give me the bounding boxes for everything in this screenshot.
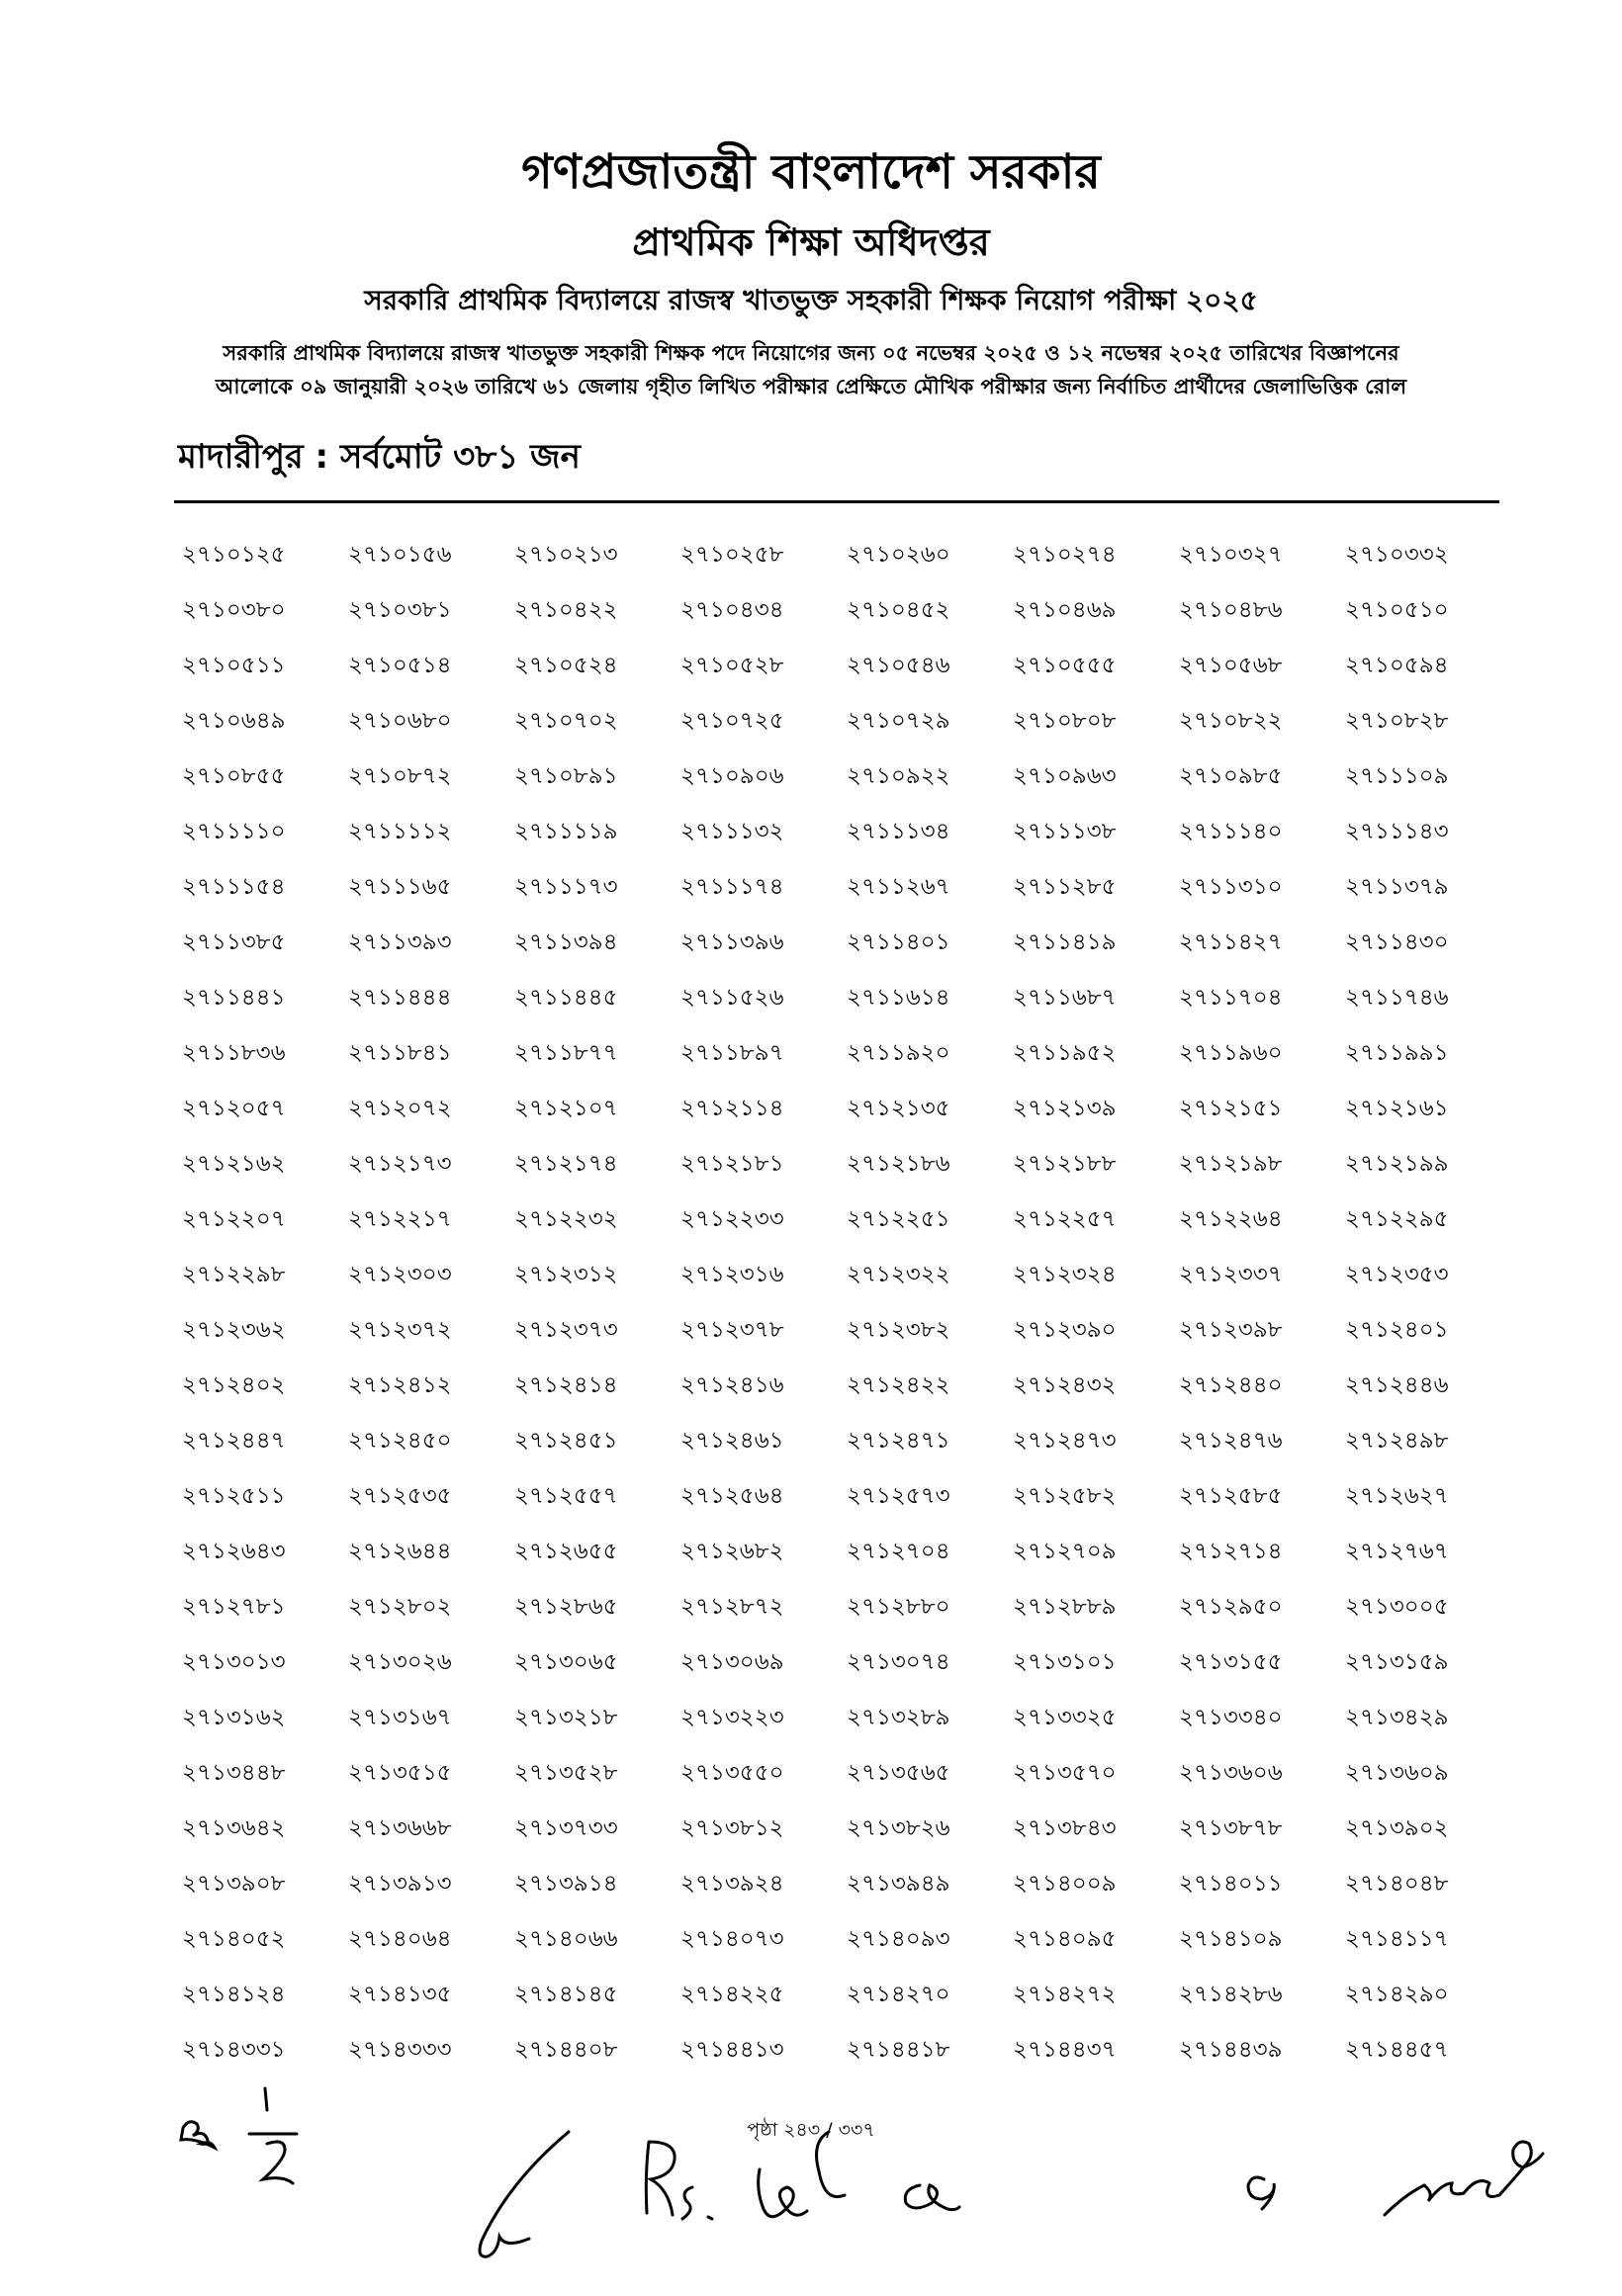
roll-number: ২৭১২৩৯০ xyxy=(1013,1317,1117,1343)
roll-number: ২৭১২১৭৪ xyxy=(514,1151,618,1177)
roll-number: ২৭১৪৪০৮ xyxy=(514,2037,618,2063)
roll-number: ২৭১১২৬৭ xyxy=(847,874,950,900)
roll-number: ২৭১১৪১৯ xyxy=(1013,929,1117,955)
roll-number: ২৭১২৩৭৩ xyxy=(514,1317,618,1343)
notice-line-2: আলোকে ০৯ জানুয়ারী ২০২৬ তারিখে ৬১ জেলায় গৃহীত লিখিত পরীক্ষার প্রেক্ষিতে মৌখিক পরীক্ষার জন্য নির্বাচিত প্রার্থীদের জেলাভিত্তিক রোল xyxy=(215,375,1406,398)
divider-line xyxy=(174,500,1499,503)
roll-number: ২৭১০৩৮০ xyxy=(182,597,286,623)
roll-number: ২৭১৪২৭০ xyxy=(847,1982,950,2007)
roll-number: ২৭১২৭০৪ xyxy=(847,1539,950,1564)
roll-number: ২৭১৪৪১৩ xyxy=(680,2037,784,2063)
roll-number: ২৭১২৪৩২ xyxy=(1013,1372,1117,1398)
roll-number: ২৭১২২৫৭ xyxy=(1013,1206,1117,1232)
roll-number: ২৭১৩১৬৭ xyxy=(348,1705,452,1730)
roll-number: ২৭১০২৫৮ xyxy=(680,542,784,568)
roll-number: ২৭১২৪১৪ xyxy=(514,1372,618,1398)
roll-number: ২৭১৪৪৩৭ xyxy=(1013,2037,1117,2063)
roll-number: ২৭১০৪২২ xyxy=(514,597,618,623)
roll-number: ২৭১০৫৪৬ xyxy=(847,653,950,678)
roll-number: ২৭১২০৭২ xyxy=(348,1096,452,1121)
roll-number: ২৭১৩৬৪২ xyxy=(182,1815,286,1841)
roll-number: ২৭১৩৪২৯ xyxy=(1345,1705,1449,1730)
roll-number: ২৭১২৪৪৬ xyxy=(1345,1372,1449,1398)
roll-number: ২৭১২৬৪৪ xyxy=(348,1539,452,1564)
roll-number: ২৭১২১৩৯ xyxy=(1013,1096,1117,1121)
roll-number: ২৭১৩৫৫০ xyxy=(680,1760,784,1786)
roll-number: ২৭১৪১২৪ xyxy=(182,1982,286,2007)
roll-number: ২৭১১৩৮৫ xyxy=(182,929,286,955)
roll-number: ২৭১২২৩৩ xyxy=(680,1206,784,1232)
roll-number: ২৭১০১২৫ xyxy=(182,542,286,568)
roll-number: ২৭১০৮৯১ xyxy=(514,763,618,789)
roll-number: ২৭১১৪২৭ xyxy=(1179,929,1283,955)
roll-number: ২৭১২৫৮২ xyxy=(1013,1483,1117,1509)
roll-number: ২৭১৩৯১৪ xyxy=(514,1871,618,1897)
roll-number: ২৭১৩২১৮ xyxy=(514,1705,618,1730)
roll-number: ২৭১২৪০২ xyxy=(182,1372,286,1398)
roll-number: ২৭১১৪৪৫ xyxy=(514,985,618,1011)
roll-number: ২৭১২৭১৪ xyxy=(1179,1539,1283,1564)
roll-number: ২৭১৩১৫৫ xyxy=(1179,1649,1283,1675)
roll-number: ২৭১২১৬১ xyxy=(1345,1096,1449,1121)
roll-number: ২৭১০৭০২ xyxy=(514,708,618,734)
roll-number: ২৭১২৪৫০ xyxy=(348,1428,452,1454)
roll-number: ২৭১২৯৫০ xyxy=(1179,1594,1283,1620)
roll-number: ২৭১২২৬৪ xyxy=(1179,1206,1283,1232)
roll-number: ২৭১২৫১১ xyxy=(182,1483,286,1509)
roll-number: ২৭১১১৫৪ xyxy=(182,874,286,900)
roll-number: ২৭১২২৯৮ xyxy=(182,1262,286,1287)
roll-number: ২৭১৩৯০২ xyxy=(1345,1815,1449,1841)
roll-number: ২৭১০৫২৪ xyxy=(514,653,618,678)
roll-number: ২৭১৪০০৯ xyxy=(1013,1871,1117,1897)
roll-number: ২৭১০৫২৮ xyxy=(680,653,784,678)
roll-number: ২৭১২৭৮১ xyxy=(182,1594,286,1620)
roll-number: ২৭১১৭০৪ xyxy=(1179,985,1283,1011)
roll-number: ২৭১৪১১৭ xyxy=(1345,1926,1449,1952)
roll-number: ২৭১৪০৫২ xyxy=(182,1926,286,1952)
signature-3 xyxy=(646,2132,1274,2219)
roll-number: ২৭১২৭৬৭ xyxy=(1345,1539,1449,1564)
roll-number: ২৭১২৩২৪ xyxy=(1013,1262,1117,1287)
roll-number: ২৭১১৩৭৯ xyxy=(1345,874,1449,900)
roll-number: ২৭১০৩২৭ xyxy=(1179,542,1283,568)
roll-number: ২৭১২৪৯৮ xyxy=(1345,1428,1449,1454)
exam-title: সরকারি প্রাথমিক বিদ্যালয়ে রাজস্ব খাতভুক্ত সহকারী শিক্ষক নিয়োগ পরীক্ষা ২০২৫ xyxy=(364,284,1258,316)
roll-number: ২৭১২৩৭৮ xyxy=(680,1317,784,1343)
roll-number: ২৭১৩৪৪৮ xyxy=(182,1760,286,1786)
roll-number: ২৭১৪২৮৬ xyxy=(1179,1982,1283,2007)
roll-number: ২৭১৩৯১৩ xyxy=(348,1871,452,1897)
roll-number: ২৭১১১৪৩ xyxy=(1345,819,1449,844)
roll-number: ২৭১২৮৮৯ xyxy=(1013,1594,1117,1620)
roll-number: ২৭১১৪৪১ xyxy=(182,985,286,1011)
notice-description xyxy=(148,336,1474,403)
roll-number: ২৭১৩৫২৮ xyxy=(514,1760,618,1786)
roll-number: ২৭১২৪৪০ xyxy=(1179,1372,1283,1398)
roll-number: ২৭১১১৬৫ xyxy=(348,874,452,900)
roll-number: ২৭১০৪৫২ xyxy=(847,597,950,623)
roll-number: ২৭১২২৫১ xyxy=(847,1206,950,1232)
roll-number: ২৭১২৩৭২ xyxy=(348,1317,452,1343)
roll-number: ২৭১১৫২৬ xyxy=(680,985,784,1011)
roll-number: ২৭১০৫১০ xyxy=(1345,597,1449,623)
roll-number: ২৭১৩১০১ xyxy=(1013,1649,1117,1675)
roll-number: ২৭১৪২৭২ xyxy=(1013,1982,1117,2007)
roll-number: ২৭১০৪৮৬ xyxy=(1179,597,1283,623)
roll-number: ২৭১১১৭৪ xyxy=(680,874,784,900)
roll-number: ২৭১৪০৬৪ xyxy=(348,1926,452,1952)
roll-number: ২৭১৩০০৫ xyxy=(1345,1594,1449,1620)
roll-number: ২৭১১১৪০ xyxy=(1179,819,1283,844)
roll-number: ২৭১৩৯৪৯ xyxy=(847,1871,950,1897)
roll-number: ২৭১১১৩২ xyxy=(680,819,784,844)
roll-number: ২৭১০৯০৬ xyxy=(680,763,784,789)
roll-number: ২৭১২২৯৫ xyxy=(1345,1206,1449,1232)
roll-number: ২৭১২৪৫১ xyxy=(514,1428,618,1454)
roll-number: ২৭১২৮৭২ xyxy=(680,1594,784,1620)
roll-number: ২৭১৩১৫৯ xyxy=(1345,1649,1449,1675)
roll-number: ২৭১১১১২ xyxy=(348,819,452,844)
roll-number: ২৭১০৬৪৯ xyxy=(182,708,286,734)
roll-number: ২৭১০৯৬৩ xyxy=(1013,763,1117,789)
roll-number: ২৭১২৩১৬ xyxy=(680,1262,784,1287)
roll-number: ২৭১২২৩২ xyxy=(514,1206,618,1232)
roll-number: ২৭১৪২২৫ xyxy=(680,1982,784,2007)
roll-number: ২৭১২৪০১ xyxy=(1345,1317,1449,1343)
roll-number: ২৭১১৬১৪ xyxy=(847,985,950,1011)
roll-number: ২৭১০৬৮০ xyxy=(348,708,452,734)
roll-number: ২৭১০৫৯৪ xyxy=(1345,653,1449,678)
roll-number: ২৭১১৩১০ xyxy=(1179,874,1283,900)
roll-number: ২৭১৩৮১২ xyxy=(680,1815,784,1841)
roll-number: ২৭১২১৩৫ xyxy=(847,1096,950,1121)
roll-number: ২৭১৪০৪৮ xyxy=(1345,1871,1449,1897)
roll-number: ২৭১৪১৪৫ xyxy=(514,1982,618,2007)
roll-number: ২৭১১৮৩৬ xyxy=(182,1040,286,1066)
roll-number: ২৭১০৫১৪ xyxy=(348,653,452,678)
roll-number: ২৭১২৩৫৩ xyxy=(1345,1262,1449,1287)
roll-number: ২৭১২১৫১ xyxy=(1179,1096,1283,1121)
roll-number: ২৭১২৩৬২ xyxy=(182,1317,286,1343)
roll-number: ২৭১০৮০৮ xyxy=(1013,708,1117,734)
roll-number: ২৭১১৪৩০ xyxy=(1345,929,1449,955)
roll-number: ২৭১৩৬০৬ xyxy=(1179,1760,1283,1786)
roll-number: ২৭১১৭৪৬ xyxy=(1345,985,1449,1011)
roll-number: ২৭১২৮৮০ xyxy=(847,1594,950,1620)
roll-number: ২৭১৩৯২৪ xyxy=(680,1871,784,1897)
roll-number: ২৭১২১১৪ xyxy=(680,1096,784,1121)
page-number: পৃষ্ঠা ২৪৩ / ৩৩৭ xyxy=(747,2119,875,2141)
roll-number: ২৭১১১৩৪ xyxy=(847,819,950,844)
initials-signature xyxy=(181,2088,297,2183)
roll-number: ২৭১০২১৩ xyxy=(514,542,618,568)
roll-number: ২৭১২৫৫৭ xyxy=(514,1483,618,1509)
notice-line-1: সরকারি প্রাথমিক বিদ্যালয়ে রাজস্ব খাতভুক্ত সহকারী শিক্ষক পদে নিয়োগের জন্য ০৫ নভেম্বর ২০২৫ ও ১২ নভেম্বর ২০২৫ তারিখের বিজ্ঞাপনের xyxy=(223,341,1399,365)
roll-number: ২৭১০৭২৯ xyxy=(847,708,950,734)
roll-number: ২৭১০৮২৮ xyxy=(1345,708,1449,734)
roll-number: ২৭১০৮২২ xyxy=(1179,708,1283,734)
roll-number: ২৭১২৩৩৭ xyxy=(1179,1262,1283,1287)
roll-number: ২৭১৩০৬৯ xyxy=(680,1649,784,1675)
roll-number: ২৭১২৪৪৭ xyxy=(182,1428,286,1454)
roll-number: ২৭১৪০৬৬ xyxy=(514,1926,618,1952)
roll-number: ২৭১১৬৮৭ xyxy=(1013,985,1117,1011)
roll-number: ২৭১৪৪৩৯ xyxy=(1179,2037,1283,2063)
roll-number: ২৭১৩০৬৫ xyxy=(514,1649,618,1675)
roll-number: ২৭১২৪১২ xyxy=(348,1372,452,1398)
roll-number: ২৭১১৮৯৭ xyxy=(680,1040,784,1066)
roll-number: ২৭১২৬৫৫ xyxy=(514,1539,618,1564)
roll-number: ২৭১২৫৭৩ xyxy=(847,1483,950,1509)
roll-number: ২৭১৩৫৬৫ xyxy=(847,1760,950,1786)
roll-number: ২৭১৪০৯৫ xyxy=(1013,1926,1117,1952)
roll-number: ২৭১০৫৬৮ xyxy=(1179,653,1283,678)
roll-number: ২৭১৩০২৬ xyxy=(348,1649,452,1675)
roll-number: ২৭১২২০৭ xyxy=(182,1206,286,1232)
roll-number: ২৭১৩২৮৯ xyxy=(847,1705,950,1730)
roll-number: ২৭১৩৮৭৮ xyxy=(1179,1815,1283,1841)
roll-number: ২৭১১১১০ xyxy=(182,819,286,844)
roll-number: ২৭১০৫১১ xyxy=(182,653,286,678)
roll-number: ২৭১২৪২২ xyxy=(847,1372,950,1398)
roll-number: ২৭১২২১৭ xyxy=(348,1206,452,1232)
roll-number: ২৭১৪০৭৩ xyxy=(680,1926,784,1952)
roll-number: ২৭১৪৪৫৭ xyxy=(1345,2037,1449,2063)
roll-number: ২৭১২৪১৬ xyxy=(680,1372,784,1398)
roll-number: ২৭১০৪৬৯ xyxy=(1013,597,1117,623)
roll-number: ২৭১১৯৫২ xyxy=(1013,1040,1117,1066)
initials-mark-text: ১/২ xyxy=(0,2076,2,2077)
roll-number: ২৭১১৯২০ xyxy=(847,1040,950,1066)
signature-4 xyxy=(1385,2142,1543,2215)
roll-number: ২৭১২৭০৯ xyxy=(1013,1539,1117,1564)
roll-number: ২৭১৩৬০৯ xyxy=(1345,1760,1449,1786)
roll-number: ২৭১৪০৯৩ xyxy=(847,1926,950,1952)
signature-2 xyxy=(480,2132,569,2256)
roll-number: ২৭১১৯৯১ xyxy=(1345,1040,1449,1066)
roll-number: ২৭১১১০৯ xyxy=(1345,763,1449,789)
roll-number: ২৭১২১৯৮ xyxy=(1179,1151,1283,1177)
roll-number-grid xyxy=(182,534,1511,2084)
roll-number: ২৭১৪৩৩৩ xyxy=(348,2037,452,2063)
roll-number: ২৭১১৮৭৭ xyxy=(514,1040,618,1066)
roll-number: ২৭১৩৩৪০ xyxy=(1179,1705,1283,1730)
roll-number: ২৭১২৩২২ xyxy=(847,1262,950,1287)
roll-number: ২৭১০৫৫৫ xyxy=(1013,653,1117,678)
roll-number: ২৭১০৪৩৪ xyxy=(680,597,784,623)
roll-number: ২৭১৪১০৯ xyxy=(1179,1926,1283,1952)
roll-number: ২৭১৪১৩৫ xyxy=(348,1982,452,2007)
roll-number: ২৭১২১০৭ xyxy=(514,1096,618,1121)
roll-number: ২৭১০৮৫৫ xyxy=(182,763,286,789)
roll-number: ২৭১২৫৮৫ xyxy=(1179,1483,1283,1509)
roll-number: ২৭১৩৬৬৮ xyxy=(348,1815,452,1841)
roll-number: ২৭১৩৫৭০ xyxy=(1013,1760,1117,1786)
roll-number: ২৭১২৩১২ xyxy=(514,1262,618,1287)
roll-number: ২৭১২৫৬৪ xyxy=(680,1483,784,1509)
roll-number: ২৭১৩২২৩ xyxy=(680,1705,784,1730)
signatures xyxy=(0,2076,1622,2296)
roll-number: ২৭১২৩০৩ xyxy=(348,1262,452,1287)
roll-number: ২৭১০৮৭২ xyxy=(348,763,452,789)
roll-number: ২৭১২৬৮২ xyxy=(680,1539,784,1564)
roll-number: ২৭১২৪৭১ xyxy=(847,1428,950,1454)
roll-number: ২৭১৩১৬২ xyxy=(182,1705,286,1730)
roll-number: ২৭১২৬২৭ xyxy=(1345,1483,1449,1509)
roll-number: ২৭১০৩৩২ xyxy=(1345,542,1449,568)
roll-number: ২৭১২৬৪৩ xyxy=(182,1539,286,1564)
roll-number: ২৭১২৪৭৩ xyxy=(1013,1428,1117,1454)
roll-number: ২৭১২৪৭৬ xyxy=(1179,1428,1283,1454)
roll-number: ২৭১২৮৬৫ xyxy=(514,1594,618,1620)
roll-number: ২৭১২০৫৭ xyxy=(182,1096,286,1121)
roll-number: ২৭১৪৪১৮ xyxy=(847,2037,950,2063)
directorate-title: প্রাথমিক শিক্ষা অধিদপ্তর xyxy=(632,221,990,264)
roll-number: ২৭১১৩৯৬ xyxy=(680,929,784,955)
roll-number: ২৭১১৯৬০ xyxy=(1179,1040,1283,1066)
roll-number: ২৭১০২৭৪ xyxy=(1013,542,1117,568)
roll-number: ২৭১২৩৯৮ xyxy=(1179,1317,1283,1343)
roll-number: ২৭১১৩৯৩ xyxy=(348,929,452,955)
roll-number: ২৭১২১৬২ xyxy=(182,1151,286,1177)
roll-number: ২৭১৩৫১৫ xyxy=(348,1760,452,1786)
roll-number: ২৭১৪২৯০ xyxy=(1345,1982,1449,2007)
roll-number: ২৭১৩৮২৬ xyxy=(847,1815,950,1841)
roll-number: ২৭১০৯৮৫ xyxy=(1179,763,1283,789)
roll-number: ২৭১১১৩৮ xyxy=(1013,819,1117,844)
roll-number: ২৭১০৭২৫ xyxy=(680,708,784,734)
roll-number: ২৭১২১৯৯ xyxy=(1345,1151,1449,1177)
roll-number: ২৭১২৩৮২ xyxy=(847,1317,950,1343)
roll-number: ২৭১১১৭৩ xyxy=(514,874,618,900)
roll-number: ২৭১৩৯০৮ xyxy=(182,1871,286,1897)
roll-number: ২৭১২১৮৮ xyxy=(1013,1151,1117,1177)
roll-number: ২৭১২১৭৩ xyxy=(348,1151,452,1177)
roll-number: ২৭১৩০৭৪ xyxy=(847,1649,950,1675)
roll-number: ২৭১৪৩৩১ xyxy=(182,2037,286,2063)
roll-number: ২৭১২৪৬১ xyxy=(680,1428,784,1454)
roll-number: ২৭১১২৮৫ xyxy=(1013,874,1117,900)
roll-number: ২৭১১৩৯৪ xyxy=(514,929,618,955)
roll-number: ২৭১২৮০২ xyxy=(348,1594,452,1620)
roll-number: ২৭১১৮৪১ xyxy=(348,1040,452,1066)
roll-number: ২৭১২৫৩৫ xyxy=(348,1483,452,1509)
roll-number: ২৭১০১৫৬ xyxy=(348,542,452,568)
roll-number: ২৭১০৩৮১ xyxy=(348,597,452,623)
roll-number: ২৭১৩৩২৫ xyxy=(1013,1705,1117,1730)
government-title: গণপ্রজাতন্ত্রী বাংলাদেশ সরকার xyxy=(521,144,1101,200)
roll-number: ২৭১২১৮১ xyxy=(680,1151,784,1177)
roll-number: ২৭১২১৮৬ xyxy=(847,1151,950,1177)
roll-number: ২৭১১১১৯ xyxy=(514,819,618,844)
roll-number: ২৭১৩৮৪৩ xyxy=(1013,1815,1117,1841)
roll-number: ২৭১৩০১৩ xyxy=(182,1649,286,1675)
roll-number: ২৭১০২৬০ xyxy=(847,542,950,568)
roll-number: ২৭১১৪০১ xyxy=(847,929,950,955)
roll-number: ২৭১৪০১১ xyxy=(1179,1871,1283,1897)
roll-number: ২৭১৩৭৩৩ xyxy=(514,1815,618,1841)
district-heading: মাদারীপুর : সর্বমোট ৩৮১ জন xyxy=(178,437,581,477)
roll-number: ২৭১১৪৪৪ xyxy=(348,985,452,1011)
roll-number: ২৭১০৯২২ xyxy=(847,763,950,789)
